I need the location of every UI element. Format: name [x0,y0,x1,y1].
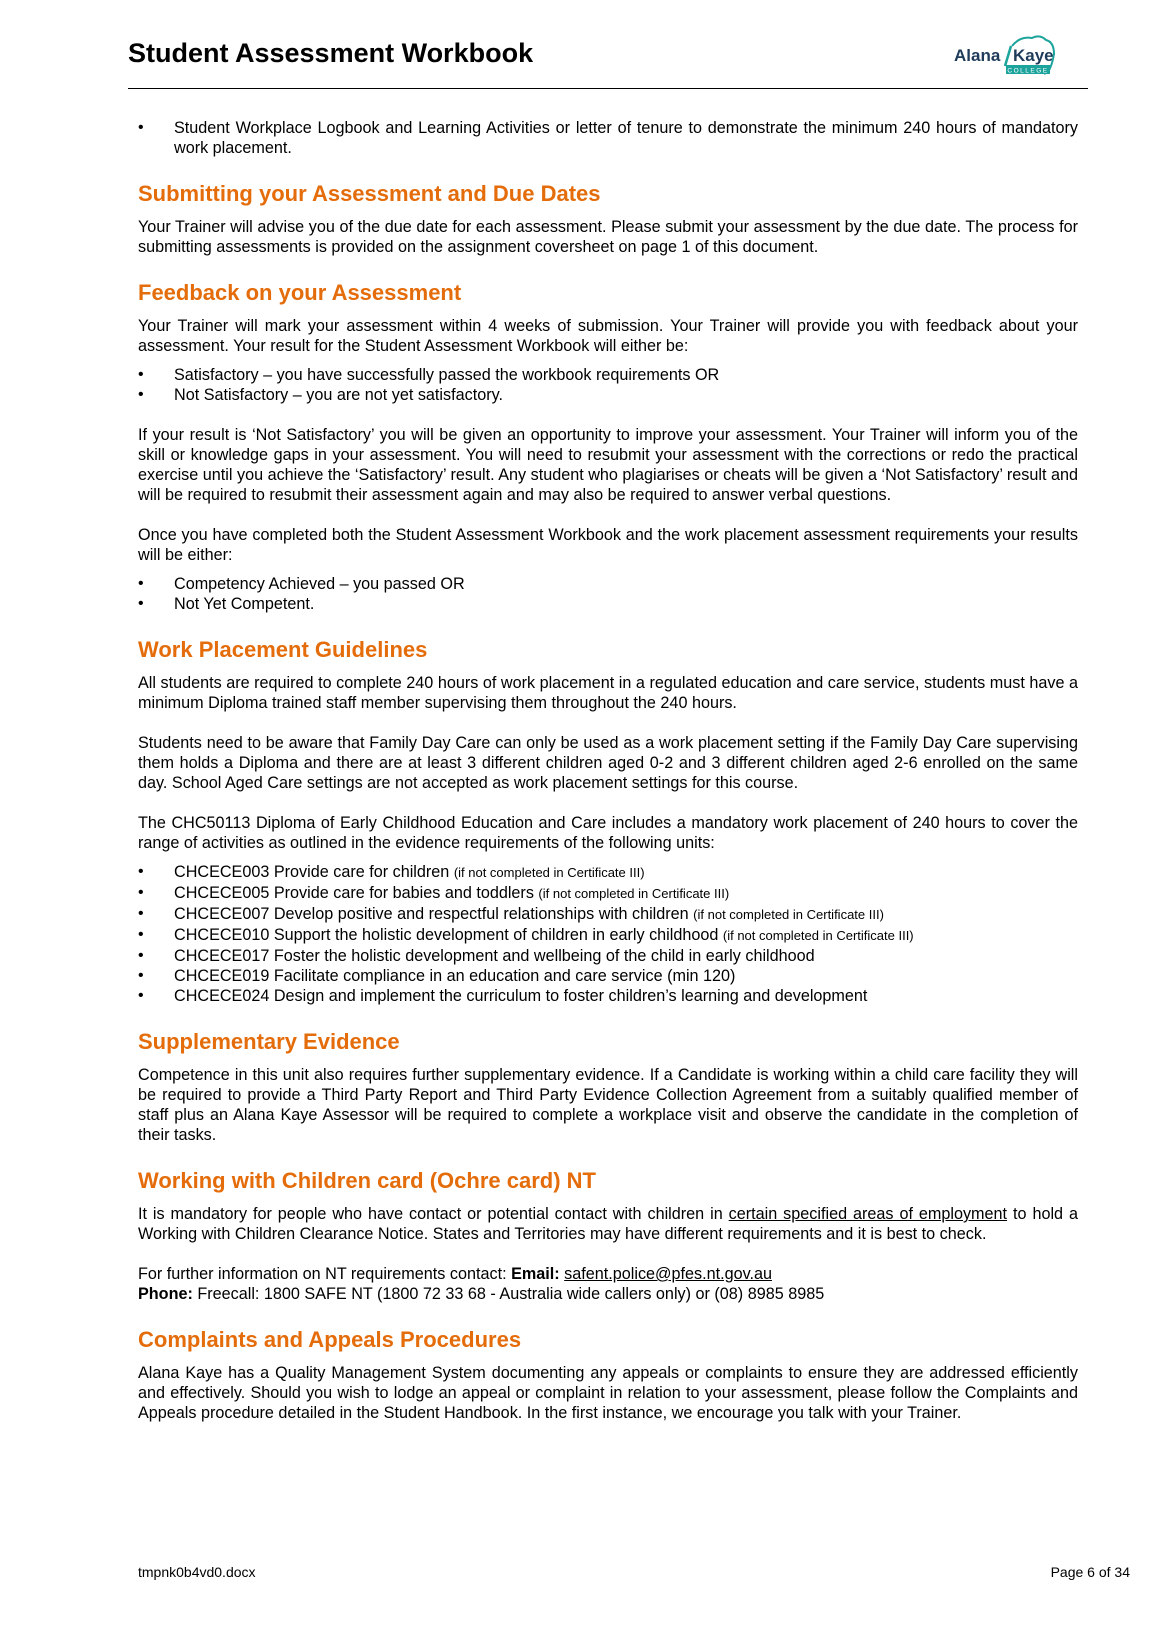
heading-complaints: Complaints and Appeals Procedures [138,1327,522,1352]
unit-item [138,904,1078,925]
unit-item [138,883,1078,904]
unit-note: (if not completed in Certificate III) [453,865,645,880]
feedback-result-list [138,365,1078,405]
unit-text: CHCECE019 Facilitate compliance in an education and care service (min 120) [174,967,736,985]
complaints-paragraph: Alana Kaye has a Quality Management System documenting any appeals or complaints to ensure they are addressed efficiently and effectively. Should you wish to lodge an appeal or complaint in relation to your assessment, please follow the Complaints and Appeals procedure detailed in the Student Handbook. In the first instance, we encourage you talk with your Trainer. [138,1364,1078,1422]
college-logo [948,30,1078,82]
employment-areas-link[interactable]: certain specified areas of employment [728,1205,1008,1223]
work-paragraph-1: All students are required to complete 240 hours of work placement in a regulated education and care service, students must have a minimum Diploma trained staff member supervising them throughout the 240 hours. [138,674,1078,712]
footer-page-number: Page 6 of 34 [1050,1564,1130,1580]
unit-text: CHCECE024 Design and implement the curriculum to foster children’s learning and development [174,987,868,1005]
unit-note: (if not completed in Certificate III) [722,928,914,943]
heading-feedback: Feedback on your Assessment [138,280,462,305]
feedback-paragraph-1: Your Trainer will mark your assessment within 4 weeks of submission. Your Trainer will provide you with feedback about your assessment. Your result for the Student Assessment Workbook will either be: [138,317,1078,355]
unit-item [138,946,1078,966]
submitting-paragraph: Your Trainer will advise you of the due date for each assessment. Please submit your assessment by the due date. The process for submitting assessments is provided on the assignment coversheet on page 1 of this document. [138,218,1078,256]
phone-text: Freecall: 1800 SAFE NT (1800 72 33 68 - Australia wide callers only) or (08) 8985 8985 [192,1285,825,1303]
list-item: • Not Yet Competent. [138,594,1078,614]
logo-word-kaye: Kaye [1013,46,1054,65]
unit-text: CHCECE017 Foster the holistic development and wellbeing of the child in early childhood [174,947,815,965]
feedback-paragraph-2: If your result is ‘Not Satisfactory’ you will be given an opportunity to improve your assessment. Your Trainer will inform you of the skill or knowledge gaps in your assessment. You will need to resubmit your assessment with the corrections or redo the practical exercise until you achieve the ‘Satisfactory’ result. Any student who plagiarises or cheats will be given a ‘Not Satisfactory’ result and will be required to resubmit their assessment again and may also be required to answer verbal questions. [138,426,1078,504]
page-header [128,28,1088,89]
unit-text: CHCECE003 Provide care for children [174,863,450,881]
footer-filename: tmpnk0b4vd0.docx [138,1564,256,1580]
email-link[interactable]: safent.police@pfes.nt.gov.au [564,1265,772,1283]
intro-list [138,118,1078,158]
phone-label: Phone: [138,1285,193,1303]
unit-item [138,966,1078,986]
unit-note: (if not completed in Certificate III) [693,907,884,922]
competency-list [138,574,1078,614]
unit-text: CHCECE010 Support the holistic development of children in early childhood [174,926,719,944]
work-paragraph-2: Students need to be aware that Family Day Care can only be used as a work placement setting if the Family Day Care supervising them holds a Diploma and there are at least 3 different children aged 0-2 and 3 different children aged 2-6 enrolled on the same day. School Aged Care settings are not accepted as work placement settings for this course. [138,734,1078,792]
work-paragraph-3: The CHC50113 Diploma of Early Childhood Education and Care includes a mandatory work placement of 240 hours to cover the range of activities as outlined in the evidence requirements of the following units: [138,814,1078,852]
logo-slash [1005,46,1011,66]
units-list [138,862,1078,1006]
logo-word-alana: Alana [954,46,1001,65]
list-item: • Student Workplace Logbook and Learning Activities or letter of tenure to demonstrate the minimum 240 hours of mandatory work placement. [138,118,1078,158]
unit-item [138,925,1078,946]
page-content [138,118,1078,1423]
unit-item [138,862,1078,883]
unit-item [138,986,1078,1006]
contact-info: For further information on NT requirements contact: Email: safent.police@pfes.nt.gov.au Phone: Freecall: 1800 SAFE NT (1800 72 33 68 - Australia wide callers only) or (08) 8985 8985 [138,1265,825,1303]
document-title: Student Assessment Workbook [128,38,534,68]
ochre-paragraph: It is mandatory for people who have contact or potential contact with children in certain specified areas of employment to hold a Working with Children Clearance Notice. States and Territories may have different requirements and it is best to check. [138,1205,1078,1243]
list-item: • Not Satisfactory – you are not yet satisfactory. [138,385,1078,405]
heading-supplementary: Supplementary Evidence [138,1029,400,1054]
unit-note: (if not completed in Certificate III) [538,886,730,901]
heading-submitting: Submitting your Assessment and Due Dates [138,181,601,206]
heading-work-placement: Work Placement Guidelines [138,637,428,662]
unit-text: CHCECE005 Provide care for babies and toddlers [174,884,534,902]
supplementary-paragraph: Competence in this unit also requires further supplementary evidence. If a Candidate is working within a child care facility they will be required to provide a Third Party Report and Third Party Evidence Collection Agreement from a suitably qualified member of staff plus an Alana Kaye Assessor will be required to complete a workplace visit and observe the candidate in the completion of their tasks. [138,1066,1078,1144]
feedback-paragraph-3: Once you have completed both the Student Assessment Workbook and the work placement assessment requirements your results will be either: [138,526,1078,564]
unit-text: CHCECE007 Develop positive and respectful relationships with children [174,905,689,923]
logo-sub-text: COLLEGE [1007,67,1049,75]
list-item: • Competency Achieved – you passed OR [138,574,1078,594]
email-label: Email: [511,1265,560,1283]
list-item: • Satisfactory – you have successfully passed the workbook requirements OR [138,365,1078,385]
heading-ochre-card: Working with Children card (Ochre card) NT [138,1168,596,1193]
